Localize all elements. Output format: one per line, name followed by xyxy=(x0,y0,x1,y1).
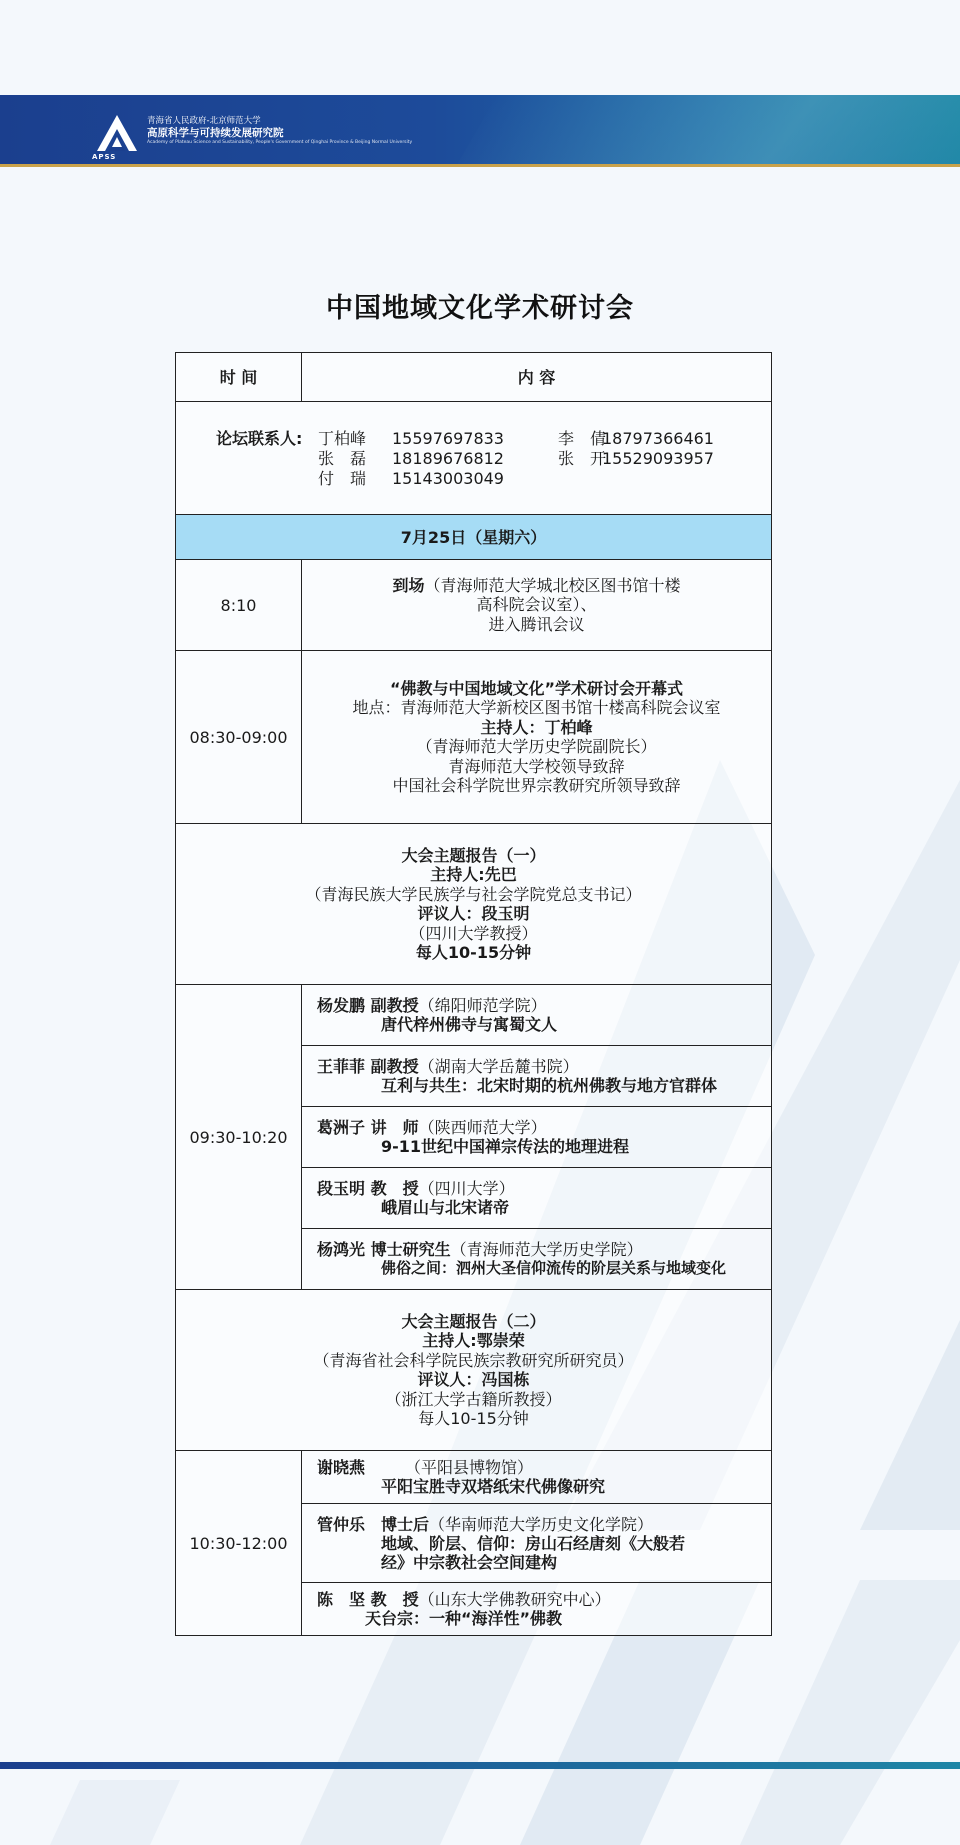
session1-info xyxy=(176,824,772,985)
session1-host: 主持人:先巴 xyxy=(430,865,517,884)
footer-bar xyxy=(0,1762,960,1769)
header-banner xyxy=(0,95,960,167)
talk-topic: 互利与共生：北宋时期的杭州佛教与地方官群体 xyxy=(381,1076,718,1095)
talk-topic: 佛俗之间：泗州大圣信仰流传的阶层关系与地域变化 xyxy=(381,1259,727,1277)
talk-topic: 地域、阶层、信仰：房山石经唐刻《大般若 xyxy=(381,1533,686,1553)
opening-title: “佛教与中国地域文化”学术研讨会开幕式 xyxy=(389,678,684,698)
session2-time: 10:30-12:00 xyxy=(176,1451,302,1636)
session2-reviewer: 评议人：冯国栋 xyxy=(417,1370,530,1389)
contact-phone: 18797366461 xyxy=(602,428,714,448)
talk-topic: 峨眉山与北宋诸帝 xyxy=(381,1198,510,1217)
session2-title: 大会主题报告（二） xyxy=(401,1311,546,1331)
talk-affiliation: （山东大学佛教研究中心） xyxy=(418,1590,611,1609)
session1-reviewer: 评议人：段玉明 xyxy=(417,904,530,923)
talk-item xyxy=(302,1168,772,1229)
talk-topic: 平阳宝胜寺双塔纸宋代佛像研究 xyxy=(381,1477,606,1496)
talk-speaker: 段玉明 教 授 xyxy=(317,1179,419,1198)
arrival-venue-line2: 高科院会议室）、 xyxy=(476,595,597,615)
table-header-row xyxy=(176,353,772,402)
talk-item xyxy=(302,1107,772,1168)
talk-item xyxy=(302,1451,772,1504)
session2-header-row xyxy=(176,1290,772,1451)
talk-affiliation: （湖南大学岳麓书院） xyxy=(418,1057,579,1076)
date-label: 7月25日（星期六） xyxy=(176,515,772,560)
talk-item xyxy=(302,985,772,1046)
header-time: 时 间 xyxy=(176,353,302,402)
arrival-content xyxy=(302,560,772,651)
talk-speaker: 杨鸿光 博士研究生 xyxy=(317,1240,451,1259)
contact-phone: 15597697833 xyxy=(392,428,504,448)
contact-name: 丁柏峰 xyxy=(318,428,367,448)
schedule-table xyxy=(175,352,772,1636)
contact-label: 论坛联系人: xyxy=(216,428,303,448)
talk-affiliation: （绵阳师范学院） xyxy=(418,996,547,1015)
logo-wordmark: APSS xyxy=(92,153,117,161)
session1-header-row xyxy=(176,824,772,985)
talk-item xyxy=(302,1504,772,1583)
talk-speaker: 葛洲子 讲 师 xyxy=(317,1118,419,1137)
institute-line3: Academy of Plateau Science and Sustainability, People's Government of Qinghai Province & Beijing Normal University xyxy=(147,140,413,145)
talk-topic: 天台宗：一种“海洋性”佛教 xyxy=(365,1609,563,1628)
talk-speaker: 王菲菲 副教授 xyxy=(317,1057,419,1076)
header-content: 内 容 xyxy=(302,353,772,402)
arrival-label: 到场 xyxy=(392,575,425,595)
talk-affiliation: （华南师范大学历史文化学院） xyxy=(429,1514,654,1534)
institute-line1: 青海省人民政府-北京师范大学 xyxy=(147,116,261,126)
opening-host: 主持人：丁柏峰 xyxy=(480,717,593,737)
session1-reviewer-title: （四川大学教授） xyxy=(409,923,538,943)
contact-row xyxy=(176,402,772,515)
session1-talk-row xyxy=(176,985,772,1046)
talk-topic-cont: 经》中宗教社会空间建构 xyxy=(381,1552,558,1572)
opening-speech-2: 中国社会科学院世界宗教研究所领导致辞 xyxy=(392,776,681,795)
talk-affiliation: （陕西师范大学） xyxy=(418,1118,547,1137)
page-title: 中国地域文化学术研讨会 xyxy=(326,293,634,324)
institute-name xyxy=(147,116,412,146)
session1-rule: 每人10-15分钟 xyxy=(415,943,532,962)
talk-item xyxy=(302,1229,772,1290)
session2-host-title: （青海省社会科学院民族宗教研究所研究员） xyxy=(313,1350,634,1370)
session2-info xyxy=(176,1290,772,1451)
opening-speech-1: 青海师范大学校领导致辞 xyxy=(448,756,625,776)
talk-affiliation: （四川大学） xyxy=(418,1179,515,1198)
arrival-time: 8:10 xyxy=(176,560,302,651)
opening-venue: 地点：青海师范大学新校区图书馆十楼高科院会议室 xyxy=(352,698,721,717)
session2-rule: 每人10-15分钟 xyxy=(418,1409,529,1428)
arrival-online: 进入腾讯会议 xyxy=(488,614,585,634)
opening-host-title: （青海师范大学历史学院副院长） xyxy=(416,737,657,756)
contact-cell xyxy=(176,402,772,515)
talk-speaker: 管仲乐 博士后 xyxy=(317,1514,430,1534)
date-row xyxy=(176,515,772,560)
talk-speaker: 杨发鹏 副教授 xyxy=(317,996,419,1015)
talk-affiliation: （平阳县博物馆） xyxy=(405,1458,534,1477)
talk-topic: 9-11世纪中国禅宗传法的地理进程 xyxy=(381,1137,630,1156)
opening-row xyxy=(176,651,772,824)
contact-phone: 15529093957 xyxy=(602,448,714,468)
session2-talk-row xyxy=(176,1451,772,1504)
apss-logo-icon xyxy=(95,113,139,153)
contact-name: 李 倩 xyxy=(558,428,607,448)
session1-time: 09:30-10:20 xyxy=(176,985,302,1290)
contact-name: 付 瑞 xyxy=(318,468,367,488)
talk-item xyxy=(302,1583,772,1636)
talk-affiliation: （青海师范大学历史学院） xyxy=(450,1240,643,1259)
contact-name: 张 开 xyxy=(558,448,607,468)
contact-phone: 18189676812 xyxy=(392,448,504,468)
talk-speaker: 陈 坚 教 授 xyxy=(317,1590,419,1609)
opening-time: 08:30-09:00 xyxy=(176,651,302,824)
institute-line2: 高原科学与可持续发展研究院 xyxy=(147,127,284,139)
arrival-venue: （青海师范大学城北校区图书馆十楼 xyxy=(424,575,681,595)
opening-content xyxy=(302,651,772,824)
session1-host-title: （青海民族大学民族学与社会学院党总支书记） xyxy=(305,884,642,904)
session2-host: 主持人:鄂崇荣 xyxy=(422,1331,525,1350)
talk-item xyxy=(302,1046,772,1107)
session1-title: 大会主题报告（一） xyxy=(401,845,546,865)
arrival-row xyxy=(176,560,772,651)
talk-speaker: 谢晓燕 xyxy=(317,1458,366,1477)
talk-topic: 唐代梓州佛寺与寓蜀文人 xyxy=(381,1015,558,1034)
session2-reviewer-title: （浙江大学古籍所教授） xyxy=(385,1389,562,1409)
contact-name: 张 磊 xyxy=(318,448,367,468)
contact-phone: 15143003049 xyxy=(392,468,504,488)
